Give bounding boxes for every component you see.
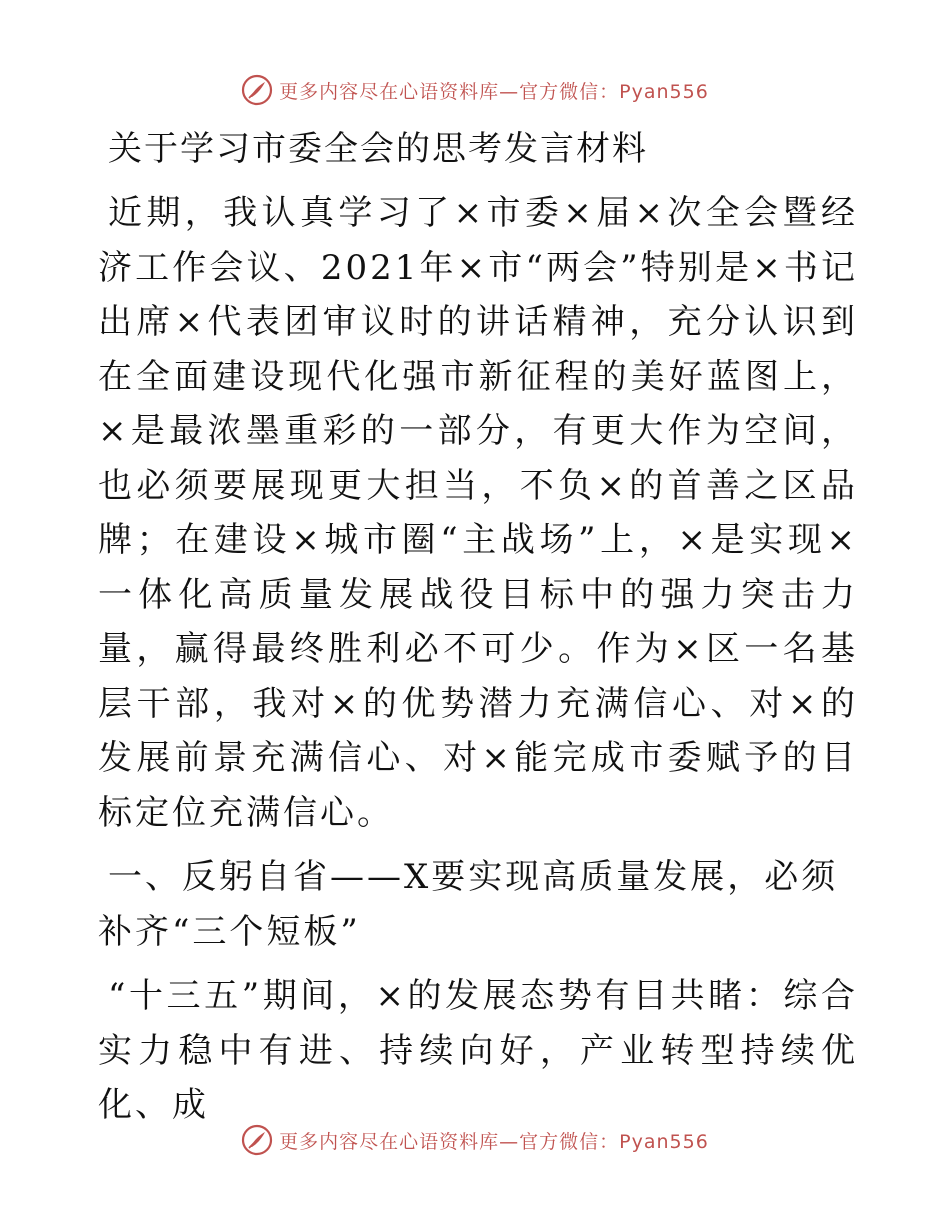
watermark-footer xyxy=(0,1124,950,1156)
watermark-text: 更多内容尽在心语资料库—官方微信：Pyan556 xyxy=(279,1130,709,1153)
document-title: 关于学习市委全会的思考发言材料 xyxy=(108,129,648,169)
feather-quill-icon xyxy=(241,74,273,106)
watermark-header xyxy=(0,74,950,106)
document-body xyxy=(98,124,858,1143)
section-heading-1: 一、反躬自省——X要实现高质量发展，必须补齐“三个短板” xyxy=(98,857,839,952)
paragraph-section-1: “十三五”期间，×的发展态势有目共睹：综合实力稳中有进、持续向好，产业转型持续优化、成 xyxy=(98,976,858,1125)
paragraph-intro: 近期，我认真学习了×市委×届×次全会暨经济工作会议、2021年×市“两会”特别是×书记出席×代表团审议时的讲话精神，充分认识到在全面建设现代化强市新征程的美好蓝图上，×是最浓墨重彩的一部分，有更大作为空间，也必须要展现更大担当，不负×的首善之区品牌；在建设×城市圈“主战场”上，×是实现×一体化高质量发展战役目标中的强力突击力量，赢得最终胜利必不可少。作为×区一名基层干部，我对×的优势潜力充满信心、对×的发展前景充满信心、对×能完成市委赋予的目标定位充满信心。 xyxy=(98,193,858,833)
feather-quill-icon xyxy=(241,1124,273,1156)
watermark-text: 更多内容尽在心语资料库—官方微信：Pyan556 xyxy=(279,80,709,103)
